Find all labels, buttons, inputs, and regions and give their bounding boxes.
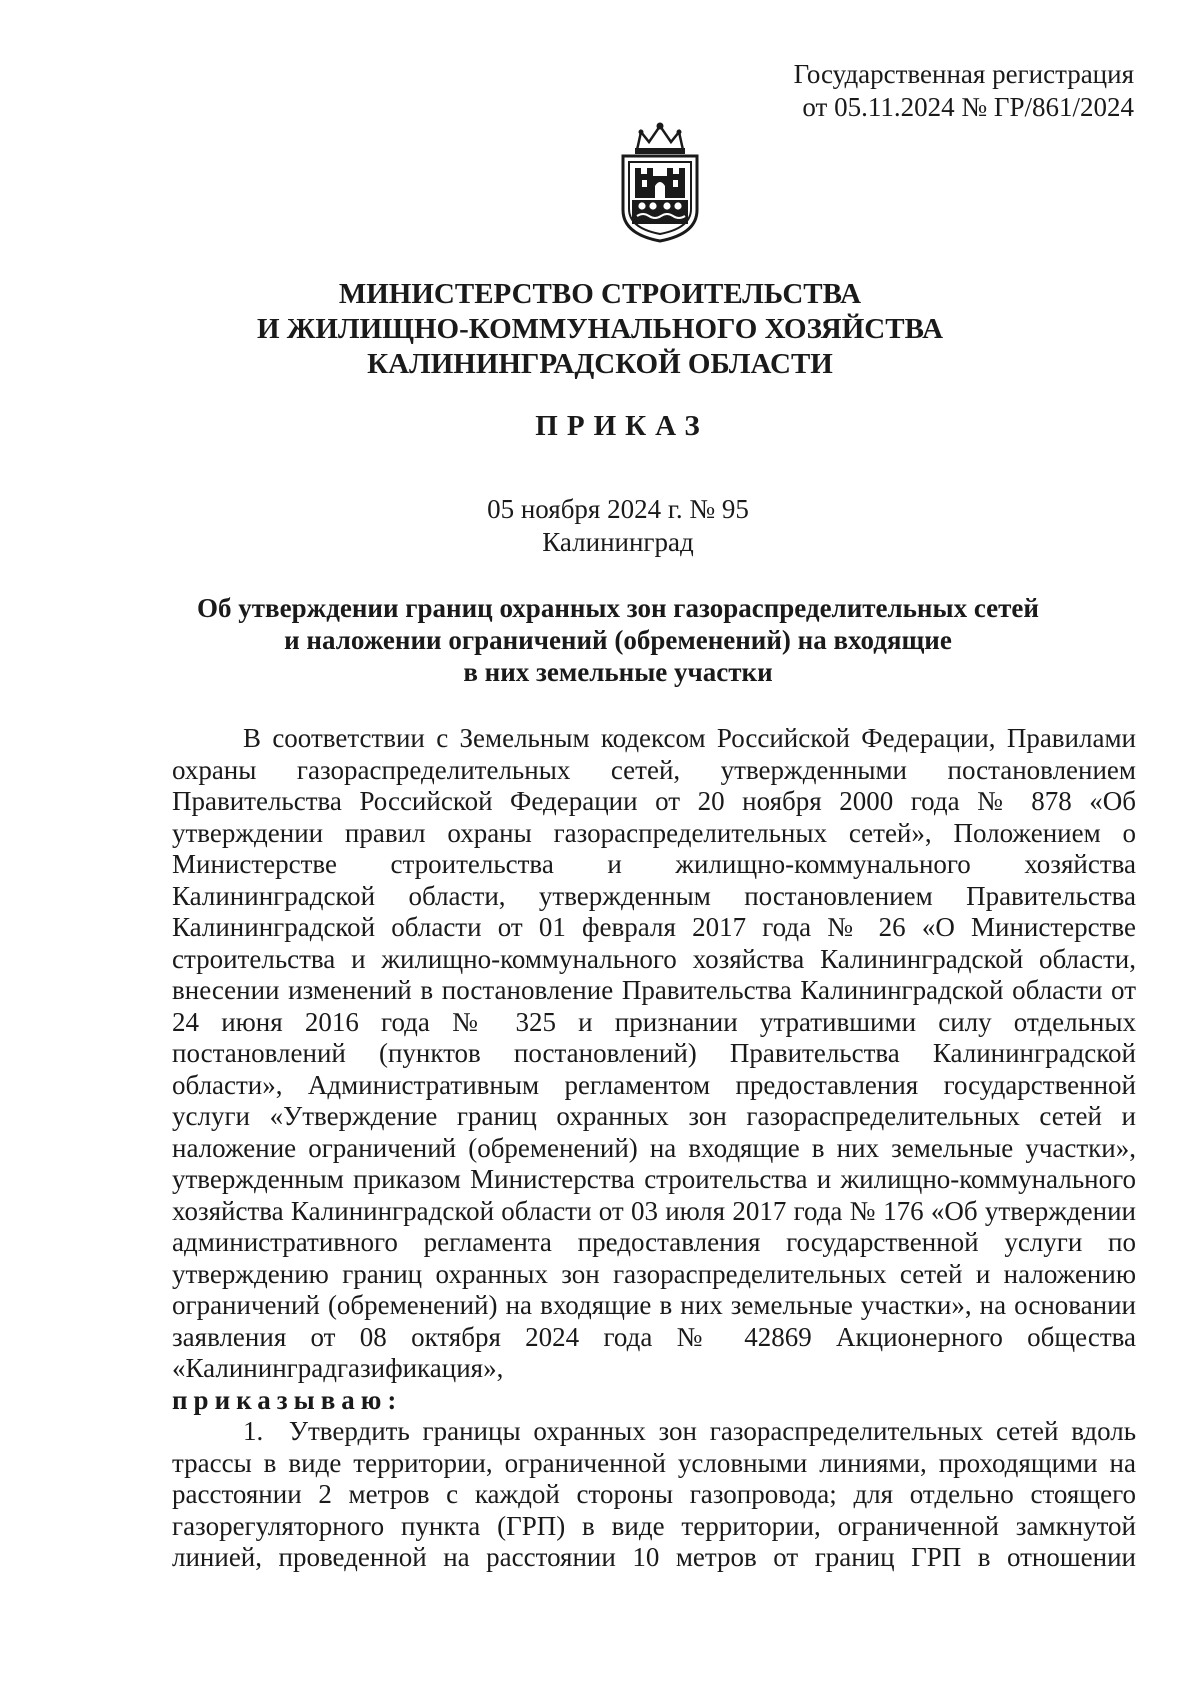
- title-line-2: и наложении ограничений (обременений) на входящие: [284, 625, 952, 655]
- list-item-text: Утвердить границы охранных зон газораспределительных сетей вдоль трассы в виде территории, ограниченной условными линиями, проходящими на расстоянии 2 метров с каждой стороны газопровода; для отдельно стоящего газорегуляторного пункта (ГРП) в виде территории, ограниченной замкнутой линией, проведенной на расстоянии 10 метров от границ ГРП в отношении: [172, 1416, 1137, 1572]
- document-date-number: 05 ноября 2024 г. № 95: [487, 494, 749, 524]
- preamble-text: В соответствии с Земельным кодексом Российской Федерации, Правилами охраны газораспределительных сетей, утвержденными постановлением Правительства Российской Федерации от 20 ноября 2000 года № 878 «Об утверждении правил охраны газораспределительных сетей», Положением о Министерстве строительства и жилищно-коммунального хозяйства Калининградской области, утвержденным постановлением Правительства Калининградской области от 01 февраля 2017 года № 26 «О Министерстве строительства и жилищно-коммунального хозяйства Калининградской области, внесении изменений в постановление Правительства Калининградской области от 24 июня 2016 года № 325 и признании утратившими силу отдельных постановлений (пунктов постановлений) Правительства Калининградской области», Административным регламентом предоставления государственной услуги «Утверждение границ охранных зон газораспределительных сетей и наложение ограничений (обременений) на входящие в них земельные участки», утвержденным приказом Министерства строительства и жилищно-коммунального хозяйства Калининградской области от 03 июля 2017 года № 176 «Об утверждении административного регламента предоставления государственной услуги по утверждению границ охранных зон газораспределительных сетей и наложению ограничений (обременений) на входящие в них земельные участки», на основании заявления от 08 октября 2024 года № 42869 Акционерного общества «Калининградгазификация»,: [172, 723, 1136, 1383]
- preamble-paragraph: [172, 723, 1136, 1385]
- document-date-block: [0, 493, 1200, 559]
- title-line-3: в них земельные участки: [463, 657, 773, 687]
- ministry-line-2: И ЖИЛИЩНО-КОММУНАЛЬНОГО ХОЗЯЙСТВА: [256, 313, 944, 345]
- list-item: [172, 1416, 1136, 1574]
- registration-stamp: [794, 58, 1134, 124]
- registration-line-2: от 05.11.2024 № ГР/861/2024: [802, 92, 1134, 122]
- registration-line-1: Государственная регистрация: [793, 59, 1134, 89]
- ministry-line-3: КАЛИНИНГРАДСКОЙ ОБЛАСТИ: [367, 348, 833, 380]
- list-item-number: 1.: [243, 1416, 264, 1446]
- order-word-line: [172, 1385, 1136, 1417]
- order-word: приказываю:: [172, 1384, 403, 1415]
- document-body: [172, 723, 1136, 1574]
- ministry-heading: [0, 277, 1200, 382]
- kaliningrad-coat-of-arms-icon: [615, 120, 705, 244]
- document-city: Калининград: [542, 527, 694, 557]
- document-title: [0, 592, 1200, 688]
- document-type-heading: ПРИКАЗ: [535, 410, 709, 442]
- ministry-line-1: МИНИСТЕРСТВО СТРОИТЕЛЬСТВА: [338, 278, 862, 310]
- title-line-1: Об утверждении границ охранных зон газораспределительных сетей: [197, 593, 1039, 623]
